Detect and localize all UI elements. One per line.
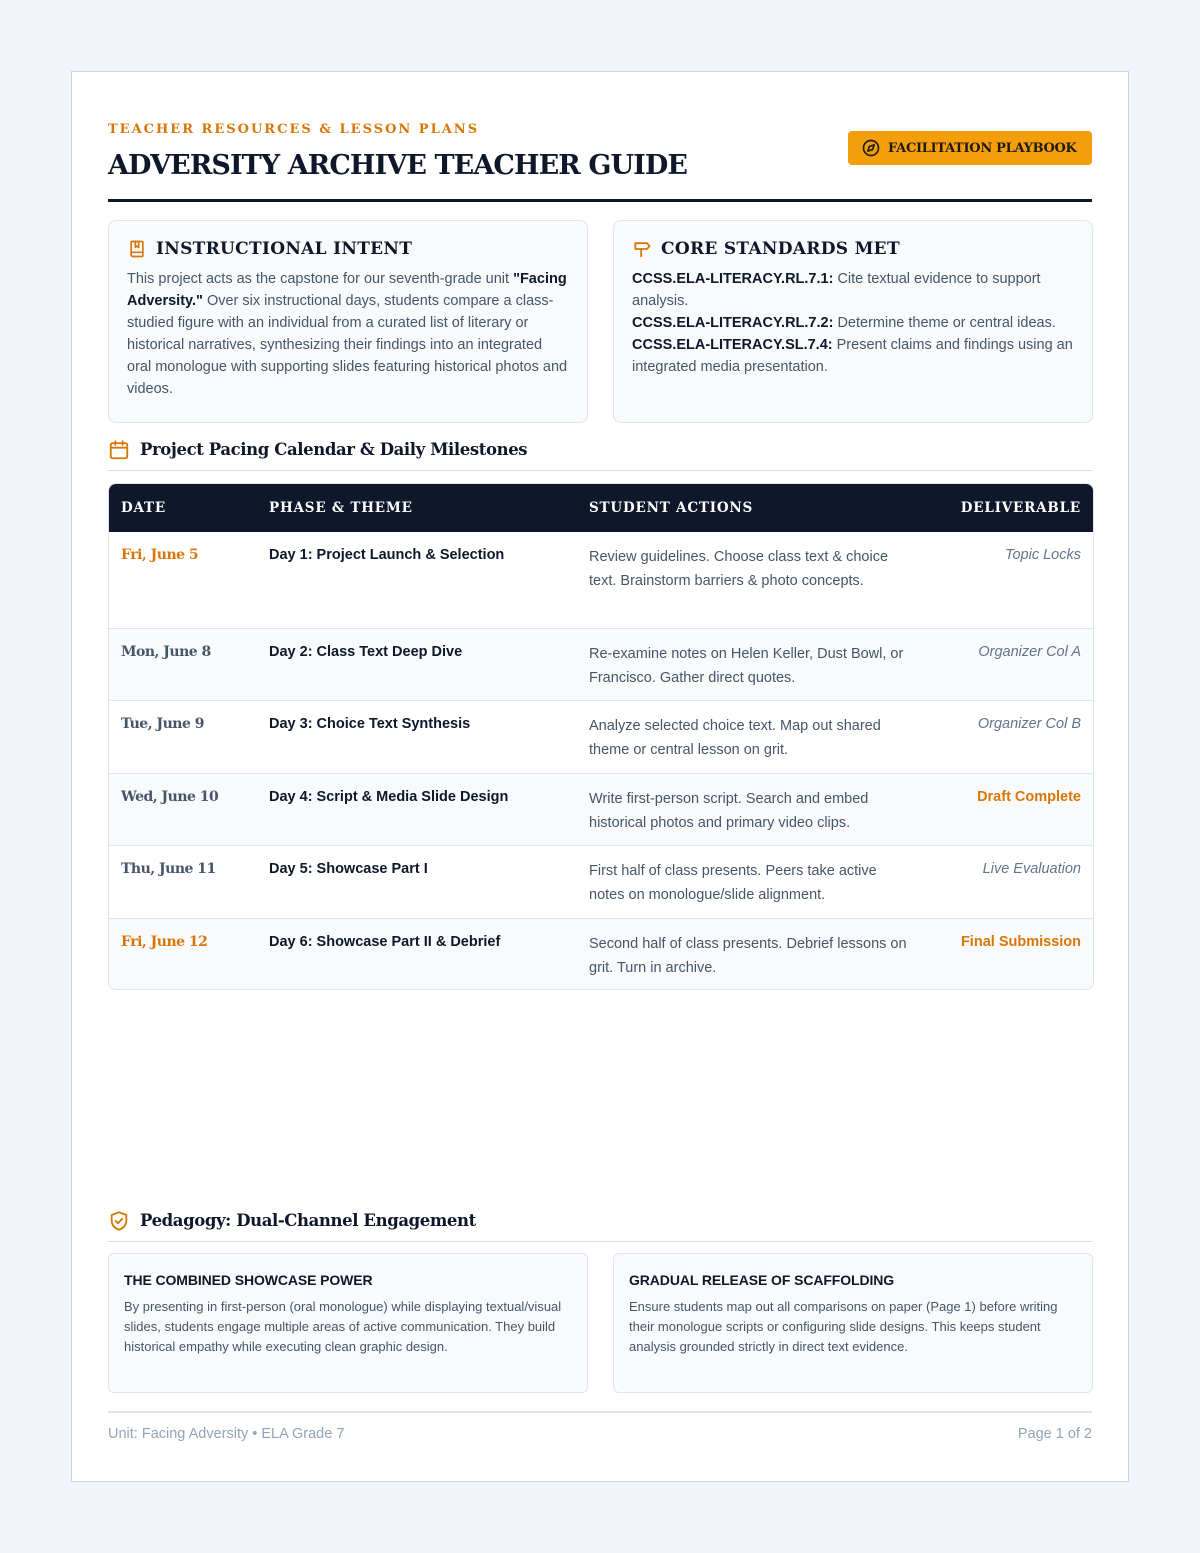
row-actions: Analyze selected choice text. Map out shared theme or central lesson on grit. (589, 718, 881, 758)
table-row (109, 532, 1093, 628)
pedagogy-card-body: By presenting in first-person (oral monologue) while displaying textual/visual slides, students engage multiple areas of active communication. They build historical empathy while executing clean graphic design. (124, 1299, 562, 1354)
intent-title: INSTRUCTIONAL INTENT (156, 239, 413, 259)
column-header-actions: STUDENT ACTIONS (589, 500, 754, 516)
row-actions: Review guidelines. Choose class text & choice text. Brainstorm barriers & photo concepts. (589, 549, 889, 589)
calendar-icon (108, 439, 130, 461)
table-row (109, 773, 1093, 845)
row-date: Wed, June 10 (121, 789, 219, 805)
book-icon (127, 239, 147, 259)
row-phase: Day 6: Showcase Part II & Debrief (269, 934, 501, 950)
gradual-release-card (613, 1253, 1093, 1393)
pedagogy-card-title: GRADUAL RELEASE OF SCAFFOLDING (629, 1272, 895, 1288)
row-phase: Day 3: Choice Text Synthesis (269, 716, 471, 732)
row-deliverable: Final Submission (960, 934, 1081, 950)
row-phase: Day 4: Script & Media Slide Design (269, 789, 509, 805)
standard-item (632, 334, 1074, 378)
intent-unit-name: "Facing Adversity." (127, 271, 567, 309)
standard-text: Determine theme or central ideas. (833, 315, 1056, 331)
intent-text-end: Over six instructional days, students compare a class-studied figure with an individual from a curated list of literary or historical narratives, synthesizing their findings into an integrated oral monologue with supporting slides featuring historical photos and videos. (127, 293, 568, 397)
instructional-intent-card (108, 220, 588, 423)
standard-text: Cite textual evidence to support analysis. (632, 271, 1041, 309)
row-date: Thu, June 11 (121, 861, 216, 877)
standard-code: CCSS.ELA-LITERACY.RL.7.2: (632, 315, 834, 331)
row-actions: Second half of class presents. Debrief lessons on grit. Turn in archive. (589, 936, 907, 976)
document-page (71, 71, 1129, 1482)
combined-showcase-card (108, 1253, 588, 1393)
row-phase: Day 5: Showcase Part I (269, 861, 428, 877)
row-deliverable: Organizer Col B (977, 716, 1081, 732)
column-header-phase: PHASE & THEME (269, 500, 413, 516)
core-standards-card (613, 220, 1093, 423)
row-actions: Re-examine notes on Helen Keller, Dust Bowl, or Francisco. Gather direct quotes. (589, 646, 904, 686)
facilitation-badge (848, 131, 1092, 165)
row-actions: Write first-person script. Search and embed historical photos and primary video clips. (589, 791, 869, 831)
row-deliverable: Organizer Col A (978, 644, 1081, 660)
row-date: Fri, June 5 (121, 547, 199, 563)
page-title: ADVERSITY ARCHIVE TEACHER GUIDE (108, 150, 688, 181)
row-phase: Day 2: Class Text Deep Dive (269, 644, 463, 660)
row-actions: First half of class presents. Peers take active notes on monologue/slide alignment. (589, 863, 877, 903)
row-date: Mon, June 8 (121, 644, 211, 660)
row-date: Tue, June 9 (121, 716, 204, 732)
signpost-icon (632, 239, 652, 259)
standard-text: Present claims and findings using an integrated media presentation. (632, 337, 1073, 375)
footer-unit-label: Unit: Facing Adversity • ELA Grade 7 (108, 1426, 345, 1442)
pedagogy-section-heading (108, 1210, 1092, 1242)
standards-title: CORE STANDARDS MET (661, 239, 900, 259)
row-phase: Day 1: Project Launch & Selection (269, 547, 505, 563)
standards-list (632, 268, 1074, 378)
calendar-section-heading (108, 439, 1092, 471)
calendar-heading: Project Pacing Calendar & Daily Milestones (140, 440, 528, 459)
row-deliverable: Live Evaluation (982, 861, 1081, 877)
header-kicker: TEACHER RESOURCES & LESSON PLANS (108, 122, 480, 137)
pedagogy-card-body: Ensure students map out all comparisons on paper (Page 1) before writing their monologue scripts or configuring slide designs. This keeps student analysis grounded strictly in direct text evidence. (629, 1299, 1058, 1354)
standard-item (632, 268, 1074, 312)
table-row (109, 700, 1093, 773)
header-divider (108, 199, 1092, 202)
standard-code: CCSS.ELA-LITERACY.RL.7.1: (632, 271, 834, 287)
pacing-calendar-table (108, 483, 1094, 990)
intent-text-start: This project acts as the capstone for our seventh-grade unit (127, 271, 514, 287)
pedagogy-heading: Pedagogy: Dual-Channel Engagement (140, 1211, 476, 1230)
column-header-deliverable: DELIVERABLE (960, 500, 1081, 516)
badge-label: FACILITATION PLAYBOOK (888, 140, 1077, 156)
row-date: Fri, June 12 (121, 934, 208, 950)
row-deliverable: Topic Locks (1004, 547, 1081, 563)
shield-check-icon (108, 1210, 130, 1232)
pedagogy-card-title: THE COMBINED SHOWCASE POWER (124, 1272, 373, 1288)
table-header (109, 484, 1093, 532)
footer-divider (108, 1411, 1092, 1413)
row-deliverable: Draft Complete (977, 789, 1081, 805)
compass-icon (862, 139, 880, 157)
table-row (109, 628, 1093, 700)
intent-text (127, 268, 569, 400)
column-header-date: DATE (121, 500, 166, 516)
table-row (109, 845, 1093, 918)
table-row (109, 918, 1093, 989)
footer-page-number: Page 1 of 2 (1017, 1426, 1092, 1442)
standard-item (632, 312, 1074, 334)
standard-code: CCSS.ELA-LITERACY.SL.7.4: (632, 337, 833, 353)
